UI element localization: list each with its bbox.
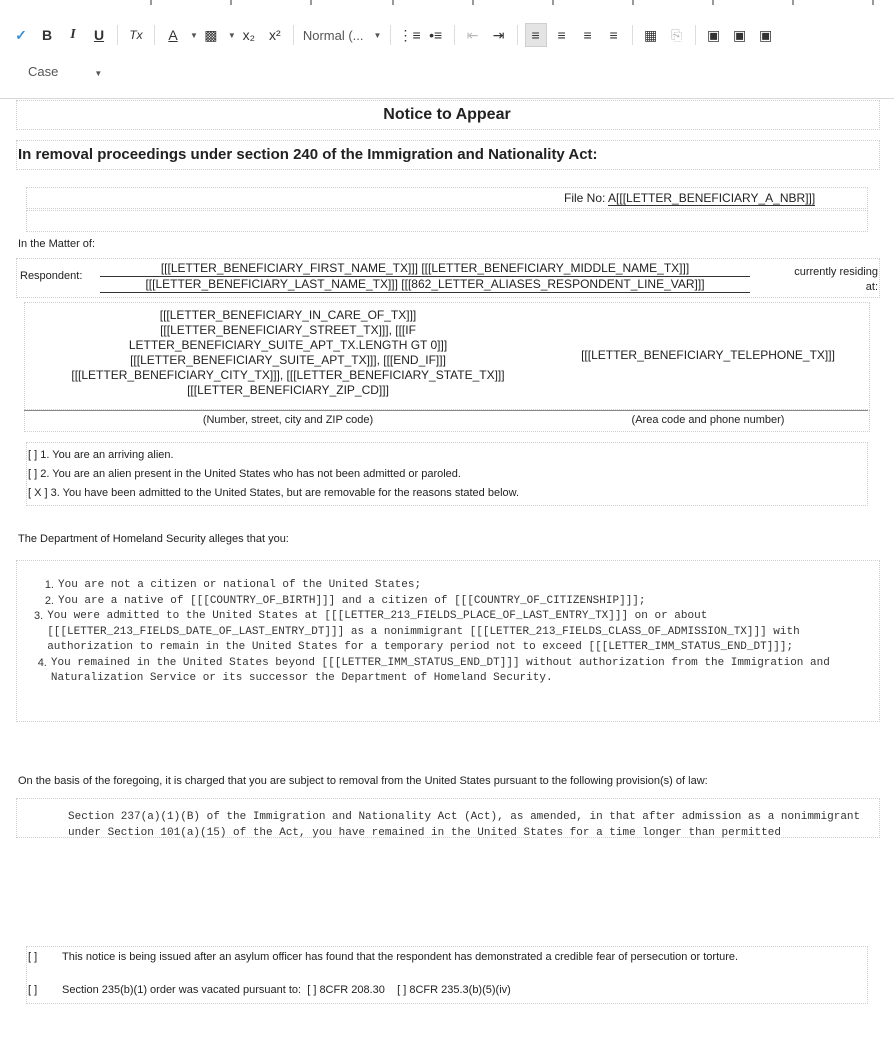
outdent-button[interactable]: ⇤ xyxy=(466,26,479,43)
status-item-3: [ X ] 3. You have been admitted to the United States, but are removable for the reasons stated below. xyxy=(28,487,520,499)
bulleted-list-button[interactable]: •≡ xyxy=(429,27,443,43)
align-left-button[interactable]: ≡ xyxy=(525,23,547,47)
address-caption: (Number, street, city and ZIP code) xyxy=(202,414,374,426)
editor-toolbar xyxy=(0,0,894,99)
document-title: Notice to Appear xyxy=(383,106,511,123)
paste-word-button[interactable]: ▣ xyxy=(758,26,773,43)
vacated-order: [ ] Section 235(b)(1) order was vacated pursuant to: [ ] 8CFR 208.30 [ ] 8CFR 235.3(b)(5)(iv) xyxy=(28,984,511,996)
underline-button[interactable]: U xyxy=(93,27,105,43)
asylum-notice: [ ] This notice is being issued after an asylum officer has found that the respondent has demonstrated a credible fear of persecution or torture. xyxy=(28,951,739,963)
respondent-telephone: [[[LETTER_BENEFICIARY_TELEPHONE_TX]]] xyxy=(581,348,835,362)
checkbox[interactable]: [ ] xyxy=(397,984,407,996)
charge-text: Section 237(a)(1)(B) of the Immigration and Nationality Act (Act), as amended, in that after admission as a nonimmigrant under Section 101(a)(15) of the Act, you have remained in the United States for a time longer than permitted xyxy=(68,811,861,839)
block-button[interactable]: ▦ xyxy=(643,26,658,43)
status-item-1: [ ] 1. You are an arriving alien. xyxy=(28,449,174,461)
align-center-button[interactable]: ≡ xyxy=(557,27,566,43)
align-right-button[interactable]: ≡ xyxy=(583,27,592,43)
document-body[interactable]: Notice to Appear In removal proceedings under section 240 of the Immigration and Nationality Act: File No: A[[[LETTER_BENEFICIARY_A_NBR]]] In the Matter of: Respondent: [[[LETTER_BENEFICIARY_FIRST_NAME_TX]]] [[[LETTER_BENEFICIARY_MIDDLE_NAME_TX]]] [[[LETTER_BENEFICIARY_LAST_NAME_TX]]] [[[862_LETTER_ALIASES_RESPONDENT_LINE_VAR]]] currently residing at: [[[LETTER_BENEFICIARY_IN_CARE_OF_TX]]] [[[LETTER_BENEFICIARY_STREET_TX]]], [[[IF LETTER_BENEFICIARY_SUITE_APT_TX.LENGTH GT 0]]] [[[LETTER_BENEFICIARY_SUITE_APT_TX]]], [[[END_IF]]] [[[LETTER_BENEFICIARY_CITY_TX]]], [[[LETTER_BENEFICIARY_STATE_TX]]] [[[LETTER_BENEFICIARY_ZIP_CD]]] [[[LETTER_BENEFICIARY_TELEPHONE_TX]]] (Number, street, city and ZIP code) (Area code and phone number) [ ] 1. You are an arriving alien. [ ] 2. You are an alien present in the United States who has not been admitted or paroled. [ X ] 3. You have been admitted to the United States, but are removable for the reasons stated below. The Department of Homeland Security alleges that you: 1. You are not a citizen or national of the United States; 2. You are a native of [[[COUNTRY_OF_BIRTH]]] and a citizen of [[[COUNTRY_OF_CITIZENSHIP]]]; 3. You were admitted to the United States at [[[LETTER_213_FIELDS_PLACE_OF_LAST_ENTRY_TX]]] on or about [[[LETTER_213_FIELDS_DATE_OF_LAST_ENTRY_DT]]] as a nonimmigrant [[[LETTER_213_FIELDS_CLASS_OF_ADMISSION_TX]]] with authorization to remain in the United States for a temporary period not to exceed [[[LETTER_IMM_STATUS_END_DT]]]; 4. You remained in the United States beyond [[[LETTER_IMM_STATUS_END_DT]]] without authorization from the Immigration and Naturalization Service or its successor the Department of Homeland Security. On the basis of the foregoing, it is charged that you are subject to removal from the United States pursuant to the following provision(s) of law: Section 237(a)(1)(B) of the Immigration and Nationality Act (Act), as amended, in that after admission as a nonimmigrant under Section 101(a)(15) of the Act, you have remained in the United States for a time longer than permitted [ ] This notice is being issued after an asylum officer has found that the respondent has demonstrated a credible fear of persecution or torture. [ ] Section 235(b)(1) order was vacated pursuant to: [ ] 8CFR 208.30 [ ] 8CFR 235.3(b)(5)(iv) xyxy=(14,98,880,1050)
spellcheck-icon[interactable]: ✓ xyxy=(15,26,27,43)
bold-button[interactable]: B xyxy=(41,27,53,43)
file-number: File No: A[[[LETTER_BENEFICIARY_A_NBR]]] xyxy=(564,191,816,205)
paste-button[interactable]: ▣ xyxy=(706,26,721,43)
toolbar-clipped-row xyxy=(0,0,894,8)
checkbox[interactable]: [ X ] xyxy=(28,487,48,499)
paste-text-button[interactable]: ▣ xyxy=(732,26,747,43)
respondent-address: [[[LETTER_BENEFICIARY_IN_CARE_OF_TX]]] [[[LETTER_BENEFICIARY_STREET_TX]]], [[[IF LETTER_BENEFICIARY_SUITE_APT_TX.LENGTH GT 0]]] [[[LETTER_BENEFICIARY_SUITE_APT_TX]]], [[[END_IF]]] [[[LETTER_BENEFICIARY_CITY_TX]]], [[[LETTER_BENEFICIARY_STATE_TX]]] [[[LETTER_BENEFICIARY_ZIP_CD]]] xyxy=(71,308,505,397)
status-item-2: [ ] 2. You are an alien present in the United States who has not been admitted or paroled. xyxy=(28,468,461,480)
font-color-button[interactable]: A xyxy=(168,27,178,43)
respondent-name: [[[LETTER_BENEFICIARY_FIRST_NAME_TX]]] [[[LETTER_BENEFICIARY_MIDDLE_NAME_TX]]] [[[LETTER_BENEFICIARY_LAST_NAME_TX]]] [[[862_LETTER_ALIASES_RESPONDENT_LINE_VAR]]] xyxy=(100,261,750,293)
checkbox[interactable]: [ ] xyxy=(28,984,38,996)
copy-format-button[interactable]: ⎘ xyxy=(671,26,683,43)
toolbar-row: ✓ B I U Tx A ▼ ▩ ▼ x₂ x² Normal (... ▼ ⋮≡ •≡ ⇤ ⇥ ≡ ≡ ≡ ≡ ▦ ⎘ ▣ ▣ ▣ xyxy=(8,20,779,50)
respondent-label: Respondent: xyxy=(20,270,83,282)
charge-intro: On the basis of the foregoing, it is charged that you are subject to removal from the United States pursuant to the following provision(s) of law: xyxy=(18,775,708,787)
case-dropdown[interactable]: Case ▼ xyxy=(28,64,103,79)
currently-residing: currently residing at: xyxy=(794,266,878,293)
matter-label: In the Matter of: xyxy=(18,238,96,250)
checkbox[interactable]: [ ] xyxy=(28,449,38,461)
proceedings-heading: In removal proceedings under section 240 of the Immigration and Nationality Act: xyxy=(18,146,598,163)
align-justify-button[interactable]: ≡ xyxy=(609,27,618,43)
italic-button[interactable]: I xyxy=(70,27,76,42)
numbered-list-button[interactable]: ⋮≡ xyxy=(398,26,421,43)
highlight-button[interactable]: ▩ xyxy=(204,26,218,43)
superscript-button[interactable]: x² xyxy=(269,27,281,43)
clear-format-button[interactable]: Tx xyxy=(129,28,143,42)
subscript-button[interactable]: x₂ xyxy=(242,27,256,43)
checkbox[interactable]: [ ] xyxy=(28,951,38,963)
format-select[interactable]: Normal (... ▼ xyxy=(302,27,382,43)
phone-caption: (Area code and phone number) xyxy=(631,414,785,426)
checkbox[interactable]: [ ] xyxy=(307,984,317,996)
dhs-alleges: The Department of Homeland Security alleges that you: xyxy=(18,533,289,545)
indent-button[interactable]: ⇥ xyxy=(492,26,505,43)
status-list xyxy=(28,446,864,503)
checkbox[interactable]: [ ] xyxy=(28,468,38,480)
